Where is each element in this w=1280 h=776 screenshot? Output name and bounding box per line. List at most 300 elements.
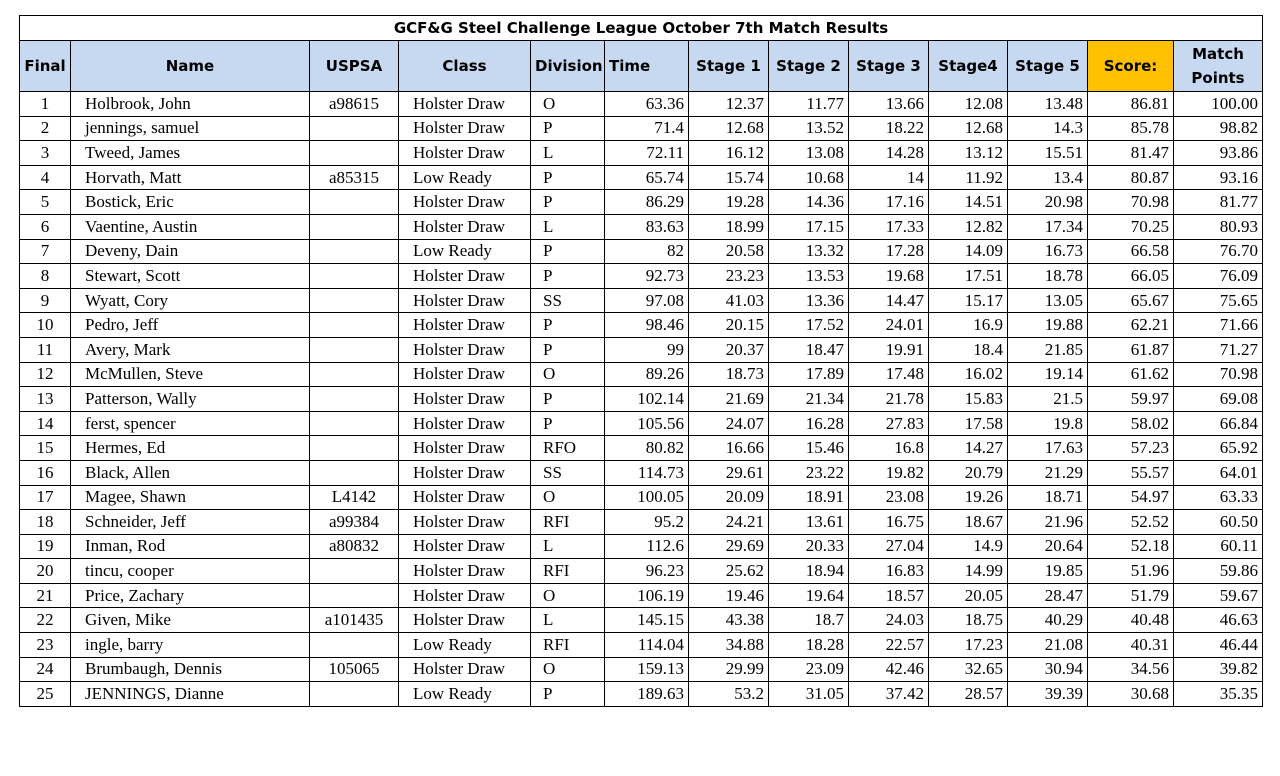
cell-division: P xyxy=(531,682,605,707)
cell-time: 80.82 xyxy=(605,436,689,461)
cell-match-points: 100.00 xyxy=(1174,92,1263,117)
cell-name: Holbrook, John xyxy=(71,92,310,117)
cell-division: L xyxy=(531,141,605,166)
table-row xyxy=(20,608,1263,633)
cell-stage1: 19.46 xyxy=(689,583,769,608)
cell-name: Avery, Mark xyxy=(71,337,310,362)
cell-uspsa xyxy=(310,239,399,264)
cell-match-points: 98.82 xyxy=(1174,116,1263,141)
cell-stage2: 11.77 xyxy=(769,92,849,117)
cell-stage5: 21.29 xyxy=(1008,460,1088,485)
cell-stage4: 13.12 xyxy=(929,141,1008,166)
cell-time: 145.15 xyxy=(605,608,689,633)
col-header-match-points xyxy=(1174,41,1263,92)
cell-class: Holster Draw xyxy=(399,313,531,338)
cell-score: 85.78 xyxy=(1088,116,1174,141)
cell-stage2: 13.32 xyxy=(769,239,849,264)
cell-stage5: 19.88 xyxy=(1008,313,1088,338)
cell-class: Holster Draw xyxy=(399,141,531,166)
cell-uspsa xyxy=(310,264,399,289)
cell-stage3: 42.46 xyxy=(849,657,929,682)
cell-stage5: 18.71 xyxy=(1008,485,1088,510)
cell-stage2: 15.46 xyxy=(769,436,849,461)
cell-score: 66.05 xyxy=(1088,264,1174,289)
cell-division: SS xyxy=(531,288,605,313)
cell-final: 20 xyxy=(20,559,71,584)
cell-time: 98.46 xyxy=(605,313,689,338)
cell-division: O xyxy=(531,362,605,387)
cell-stage3: 19.82 xyxy=(849,460,929,485)
cell-stage3: 14 xyxy=(849,165,929,190)
col-header-stage5: Stage 5 xyxy=(1008,41,1088,92)
cell-final: 4 xyxy=(20,165,71,190)
cell-name: Hermes, Ed xyxy=(71,436,310,461)
cell-stage5: 13.4 xyxy=(1008,165,1088,190)
cell-score: 54.97 xyxy=(1088,485,1174,510)
cell-stage4: 16.02 xyxy=(929,362,1008,387)
table-row xyxy=(20,436,1263,461)
table-row xyxy=(20,264,1263,289)
cell-final: 17 xyxy=(20,485,71,510)
table-row xyxy=(20,583,1263,608)
cell-stage1: 15.74 xyxy=(689,165,769,190)
cell-class: Holster Draw xyxy=(399,92,531,117)
table-row xyxy=(20,239,1263,264)
cell-name: McMullen, Steve xyxy=(71,362,310,387)
cell-stage1: 34.88 xyxy=(689,633,769,658)
cell-stage2: 18.91 xyxy=(769,485,849,510)
cell-stage1: 29.99 xyxy=(689,657,769,682)
cell-class: Low Ready xyxy=(399,239,531,264)
table-row xyxy=(20,633,1263,658)
cell-division: L xyxy=(531,608,605,633)
cell-uspsa: a98615 xyxy=(310,92,399,117)
cell-stage2: 17.15 xyxy=(769,214,849,239)
cell-stage3: 14.28 xyxy=(849,141,929,166)
cell-score: 86.81 xyxy=(1088,92,1174,117)
cell-match-points: 39.82 xyxy=(1174,657,1263,682)
cell-match-points: 63.33 xyxy=(1174,485,1263,510)
cell-stage1: 29.61 xyxy=(689,460,769,485)
cell-stage1: 43.38 xyxy=(689,608,769,633)
cell-stage4: 16.9 xyxy=(929,313,1008,338)
cell-stage1: 29.69 xyxy=(689,534,769,559)
cell-class: Holster Draw xyxy=(399,214,531,239)
cell-class: Low Ready xyxy=(399,165,531,190)
cell-name: Stewart, Scott xyxy=(71,264,310,289)
col-header-stage2: Stage 2 xyxy=(769,41,849,92)
cell-class: Holster Draw xyxy=(399,583,531,608)
header-row xyxy=(20,41,1263,92)
cell-time: 65.74 xyxy=(605,165,689,190)
cell-uspsa: a80832 xyxy=(310,534,399,559)
cell-division: O xyxy=(531,657,605,682)
cell-name: Deveny, Dain xyxy=(71,239,310,264)
cell-class: Holster Draw xyxy=(399,288,531,313)
cell-stage5: 40.29 xyxy=(1008,608,1088,633)
cell-name: Schneider, Jeff xyxy=(71,510,310,535)
cell-match-points: 59.86 xyxy=(1174,559,1263,584)
cell-stage4: 20.79 xyxy=(929,460,1008,485)
cell-division: L xyxy=(531,534,605,559)
table-row xyxy=(20,411,1263,436)
cell-final: 18 xyxy=(20,510,71,535)
cell-stage4: 14.09 xyxy=(929,239,1008,264)
cell-time: 89.26 xyxy=(605,362,689,387)
cell-match-points: 60.50 xyxy=(1174,510,1263,535)
cell-match-points: 76.70 xyxy=(1174,239,1263,264)
cell-name: jennings, samuel xyxy=(71,116,310,141)
cell-stage3: 17.28 xyxy=(849,239,929,264)
cell-stage1: 21.69 xyxy=(689,387,769,412)
cell-name: Bostick, Eric xyxy=(71,190,310,215)
cell-stage5: 13.05 xyxy=(1008,288,1088,313)
cell-stage4: 15.83 xyxy=(929,387,1008,412)
cell-stage4: 14.9 xyxy=(929,534,1008,559)
cell-uspsa xyxy=(310,682,399,707)
cell-division: P xyxy=(531,264,605,289)
cell-division: RFO xyxy=(531,436,605,461)
cell-stage4: 28.57 xyxy=(929,682,1008,707)
cell-stage4: 17.58 xyxy=(929,411,1008,436)
cell-score: 61.62 xyxy=(1088,362,1174,387)
cell-stage1: 41.03 xyxy=(689,288,769,313)
cell-score: 34.56 xyxy=(1088,657,1174,682)
cell-class: Holster Draw xyxy=(399,534,531,559)
cell-class: Holster Draw xyxy=(399,116,531,141)
cell-stage3: 16.8 xyxy=(849,436,929,461)
cell-stage1: 53.2 xyxy=(689,682,769,707)
cell-time: 114.04 xyxy=(605,633,689,658)
table-row xyxy=(20,337,1263,362)
table-row xyxy=(20,165,1263,190)
cell-stage2: 18.28 xyxy=(769,633,849,658)
cell-class: Low Ready xyxy=(399,633,531,658)
results-body xyxy=(20,92,1263,707)
cell-uspsa xyxy=(310,436,399,461)
cell-final: 23 xyxy=(20,633,71,658)
cell-division: O xyxy=(531,583,605,608)
col-header-final: Final xyxy=(20,41,71,92)
cell-time: 86.29 xyxy=(605,190,689,215)
cell-stage5: 21.85 xyxy=(1008,337,1088,362)
cell-stage3: 23.08 xyxy=(849,485,929,510)
cell-name: Black, Allen xyxy=(71,460,310,485)
cell-time: 95.2 xyxy=(605,510,689,535)
cell-score: 30.68 xyxy=(1088,682,1174,707)
cell-uspsa xyxy=(310,337,399,362)
cell-division: P xyxy=(531,239,605,264)
cell-score: 52.18 xyxy=(1088,534,1174,559)
cell-stage4: 32.65 xyxy=(929,657,1008,682)
match-points-label-line1: Match xyxy=(1192,45,1244,63)
table-row xyxy=(20,92,1263,117)
cell-stage5: 21.5 xyxy=(1008,387,1088,412)
cell-stage5: 21.08 xyxy=(1008,633,1088,658)
cell-score: 55.57 xyxy=(1088,460,1174,485)
cell-match-points: 93.16 xyxy=(1174,165,1263,190)
results-sheet xyxy=(19,15,1262,707)
cell-class: Low Ready xyxy=(399,682,531,707)
cell-division: P xyxy=(531,190,605,215)
cell-time: 112.6 xyxy=(605,534,689,559)
cell-stage2: 23.09 xyxy=(769,657,849,682)
cell-stage4: 14.27 xyxy=(929,436,1008,461)
cell-final: 10 xyxy=(20,313,71,338)
cell-time: 83.63 xyxy=(605,214,689,239)
cell-time: 159.13 xyxy=(605,657,689,682)
cell-stage5: 20.64 xyxy=(1008,534,1088,559)
cell-uspsa xyxy=(310,214,399,239)
cell-final: 5 xyxy=(20,190,71,215)
cell-final: 12 xyxy=(20,362,71,387)
cell-time: 100.05 xyxy=(605,485,689,510)
cell-time: 96.23 xyxy=(605,559,689,584)
table-row xyxy=(20,510,1263,535)
table-row xyxy=(20,190,1263,215)
cell-stage1: 20.37 xyxy=(689,337,769,362)
cell-name: Brumbaugh, Dennis xyxy=(71,657,310,682)
cell-score: 57.23 xyxy=(1088,436,1174,461)
cell-stage2: 19.64 xyxy=(769,583,849,608)
cell-stage5: 20.98 xyxy=(1008,190,1088,215)
cell-score: 40.48 xyxy=(1088,608,1174,633)
cell-stage3: 24.03 xyxy=(849,608,929,633)
cell-division: P xyxy=(531,116,605,141)
cell-stage1: 18.99 xyxy=(689,214,769,239)
cell-final: 19 xyxy=(20,534,71,559)
cell-score: 40.31 xyxy=(1088,633,1174,658)
cell-uspsa xyxy=(310,141,399,166)
cell-class: Holster Draw xyxy=(399,387,531,412)
table-row xyxy=(20,214,1263,239)
col-header-stage3: Stage 3 xyxy=(849,41,929,92)
cell-match-points: 64.01 xyxy=(1174,460,1263,485)
cell-final: 11 xyxy=(20,337,71,362)
table-row xyxy=(20,460,1263,485)
cell-stage2: 16.28 xyxy=(769,411,849,436)
cell-name: ingle, barry xyxy=(71,633,310,658)
cell-match-points: 81.77 xyxy=(1174,190,1263,215)
cell-final: 7 xyxy=(20,239,71,264)
cell-stage5: 17.63 xyxy=(1008,436,1088,461)
cell-division: P xyxy=(531,387,605,412)
table-row xyxy=(20,116,1263,141)
cell-time: 63.36 xyxy=(605,92,689,117)
cell-uspsa xyxy=(310,288,399,313)
cell-stage5: 39.39 xyxy=(1008,682,1088,707)
cell-stage5: 19.8 xyxy=(1008,411,1088,436)
col-header-name: Name xyxy=(71,41,310,92)
cell-stage2: 18.94 xyxy=(769,559,849,584)
cell-time: 97.08 xyxy=(605,288,689,313)
cell-match-points: 80.93 xyxy=(1174,214,1263,239)
cell-stage1: 16.66 xyxy=(689,436,769,461)
cell-uspsa: L4142 xyxy=(310,485,399,510)
cell-stage3: 18.22 xyxy=(849,116,929,141)
cell-stage3: 19.68 xyxy=(849,264,929,289)
cell-uspsa xyxy=(310,190,399,215)
cell-name: Vaentine, Austin xyxy=(71,214,310,239)
cell-stage1: 24.21 xyxy=(689,510,769,535)
cell-uspsa xyxy=(310,559,399,584)
cell-stage3: 21.78 xyxy=(849,387,929,412)
cell-stage3: 13.66 xyxy=(849,92,929,117)
cell-division: RFI xyxy=(531,633,605,658)
cell-class: Holster Draw xyxy=(399,411,531,436)
cell-stage1: 18.73 xyxy=(689,362,769,387)
cell-class: Holster Draw xyxy=(399,485,531,510)
cell-score: 51.79 xyxy=(1088,583,1174,608)
cell-stage5: 13.48 xyxy=(1008,92,1088,117)
cell-stage4: 12.82 xyxy=(929,214,1008,239)
cell-time: 92.73 xyxy=(605,264,689,289)
cell-stage4: 11.92 xyxy=(929,165,1008,190)
cell-stage4: 14.51 xyxy=(929,190,1008,215)
cell-final: 24 xyxy=(20,657,71,682)
cell-class: Holster Draw xyxy=(399,264,531,289)
cell-stage5: 19.85 xyxy=(1008,559,1088,584)
cell-stage4: 18.4 xyxy=(929,337,1008,362)
cell-name: Tweed, James xyxy=(71,141,310,166)
cell-match-points: 46.44 xyxy=(1174,633,1263,658)
cell-stage1: 25.62 xyxy=(689,559,769,584)
cell-stage2: 23.22 xyxy=(769,460,849,485)
table-row xyxy=(20,387,1263,412)
cell-score: 70.98 xyxy=(1088,190,1174,215)
cell-stage3: 14.47 xyxy=(849,288,929,313)
col-header-stage1: Stage 1 xyxy=(689,41,769,92)
cell-stage4: 12.68 xyxy=(929,116,1008,141)
cell-uspsa: a99384 xyxy=(310,510,399,535)
cell-stage2: 13.08 xyxy=(769,141,849,166)
cell-match-points: 75.65 xyxy=(1174,288,1263,313)
cell-stage3: 17.33 xyxy=(849,214,929,239)
cell-match-points: 35.35 xyxy=(1174,682,1263,707)
cell-name: Pedro, Jeff xyxy=(71,313,310,338)
cell-stage3: 16.75 xyxy=(849,510,929,535)
cell-class: Holster Draw xyxy=(399,657,531,682)
cell-uspsa: a101435 xyxy=(310,608,399,633)
cell-final: 6 xyxy=(20,214,71,239)
cell-final: 22 xyxy=(20,608,71,633)
cell-name: tincu, cooper xyxy=(71,559,310,584)
cell-stage5: 17.34 xyxy=(1008,214,1088,239)
cell-division: L xyxy=(531,214,605,239)
cell-stage3: 16.83 xyxy=(849,559,929,584)
cell-name: Given, Mike xyxy=(71,608,310,633)
cell-match-points: 71.27 xyxy=(1174,337,1263,362)
cell-division: O xyxy=(531,485,605,510)
cell-stage4: 12.08 xyxy=(929,92,1008,117)
cell-stage3: 37.42 xyxy=(849,682,929,707)
cell-stage3: 19.91 xyxy=(849,337,929,362)
cell-stage3: 18.57 xyxy=(849,583,929,608)
cell-division: P xyxy=(531,411,605,436)
cell-final: 13 xyxy=(20,387,71,412)
table-row xyxy=(20,288,1263,313)
cell-stage2: 18.47 xyxy=(769,337,849,362)
table-row xyxy=(20,141,1263,166)
cell-time: 99 xyxy=(605,337,689,362)
cell-stage1: 24.07 xyxy=(689,411,769,436)
cell-time: 71.4 xyxy=(605,116,689,141)
cell-stage4: 17.23 xyxy=(929,633,1008,658)
cell-division: RFI xyxy=(531,510,605,535)
cell-stage4: 17.51 xyxy=(929,264,1008,289)
cell-stage2: 18.7 xyxy=(769,608,849,633)
cell-final: 21 xyxy=(20,583,71,608)
cell-uspsa xyxy=(310,313,399,338)
cell-stage5: 19.14 xyxy=(1008,362,1088,387)
cell-name: ferst, spencer xyxy=(71,411,310,436)
cell-match-points: 76.09 xyxy=(1174,264,1263,289)
table-row xyxy=(20,682,1263,707)
cell-final: 15 xyxy=(20,436,71,461)
cell-match-points: 69.08 xyxy=(1174,387,1263,412)
cell-class: Holster Draw xyxy=(399,460,531,485)
cell-uspsa xyxy=(310,633,399,658)
cell-stage1: 12.68 xyxy=(689,116,769,141)
cell-time: 105.56 xyxy=(605,411,689,436)
cell-time: 72.11 xyxy=(605,141,689,166)
cell-match-points: 71.66 xyxy=(1174,313,1263,338)
col-header-class: Class xyxy=(399,41,531,92)
cell-match-points: 93.86 xyxy=(1174,141,1263,166)
cell-score: 80.87 xyxy=(1088,165,1174,190)
cell-name: Patterson, Wally xyxy=(71,387,310,412)
cell-stage3: 27.04 xyxy=(849,534,929,559)
cell-stage3: 24.01 xyxy=(849,313,929,338)
cell-final: 8 xyxy=(20,264,71,289)
cell-stage2: 13.36 xyxy=(769,288,849,313)
cell-stage5: 16.73 xyxy=(1008,239,1088,264)
cell-division: RFI xyxy=(531,559,605,584)
cell-stage1: 23.23 xyxy=(689,264,769,289)
cell-stage2: 17.89 xyxy=(769,362,849,387)
cell-score: 65.67 xyxy=(1088,288,1174,313)
cell-final: 3 xyxy=(20,141,71,166)
cell-division: P xyxy=(531,313,605,338)
cell-stage4: 18.75 xyxy=(929,608,1008,633)
col-header-stage4: Stage4 xyxy=(929,41,1008,92)
cell-class: Holster Draw xyxy=(399,510,531,535)
cell-stage2: 21.34 xyxy=(769,387,849,412)
table-row xyxy=(20,362,1263,387)
cell-stage3: 17.16 xyxy=(849,190,929,215)
cell-match-points: 60.11 xyxy=(1174,534,1263,559)
cell-name: Magee, Shawn xyxy=(71,485,310,510)
cell-stage1: 19.28 xyxy=(689,190,769,215)
cell-final: 14 xyxy=(20,411,71,436)
cell-stage2: 31.05 xyxy=(769,682,849,707)
cell-stage2: 13.61 xyxy=(769,510,849,535)
cell-uspsa: 105065 xyxy=(310,657,399,682)
cell-score: 58.02 xyxy=(1088,411,1174,436)
col-header-score: Score: xyxy=(1088,41,1174,92)
col-header-division: Division xyxy=(531,41,605,92)
cell-stage2: 13.52 xyxy=(769,116,849,141)
cell-division: SS xyxy=(531,460,605,485)
match-points-label-line2: Points xyxy=(1191,69,1245,87)
table-title: GCF&G Steel Challenge League October 7th Match Results xyxy=(20,16,1263,41)
cell-time: 106.19 xyxy=(605,583,689,608)
cell-uspsa xyxy=(310,387,399,412)
cell-uspsa xyxy=(310,583,399,608)
cell-final: 2 xyxy=(20,116,71,141)
cell-division: P xyxy=(531,165,605,190)
results-table xyxy=(19,15,1263,707)
